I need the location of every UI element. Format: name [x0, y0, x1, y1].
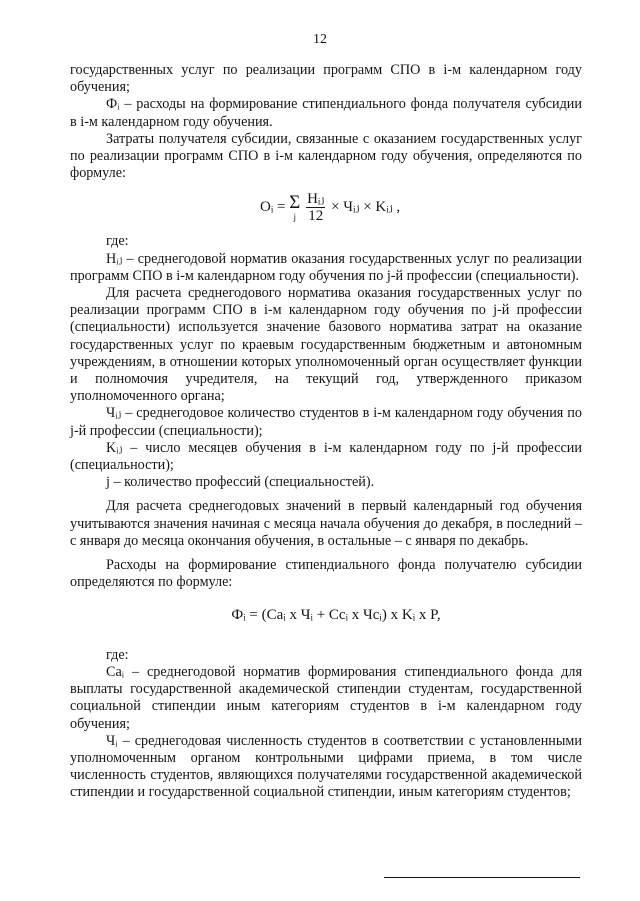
body-text [70, 62, 582, 802]
formula-rest: × Чᵢⱼ × Kᵢⱼ , [331, 199, 401, 216]
paragraph-kij: Kᵢⱼ – число месяцев обучения в i-м календарном году по j-й профессии (специальности); [70, 439, 582, 474]
footer-rule [384, 877, 580, 878]
formula-costs [70, 185, 582, 231]
formula-stipend: Фᵢ = (Caᵢ x Чᵢ + Ccᵢ x Чcᵢ) x Kᵢ x P, [231, 607, 441, 624]
paragraph-costs-intro: Затраты получателя субсидии, связанные с оказанием государственных услуг по реализации программ СПО в i-м календарном году обучения, определяются по формуле: [70, 130, 582, 182]
paragraph-fi-definition: Фᵢ – расходы на формирование стипендиального фонда получателя субсидии в i-м календарном году обучения. [70, 96, 582, 130]
paragraph-hij: Hᵢⱼ – среднегодовой норматив оказания государственных услуг по реализации программ СПО в i-м календарном году обучения по j-й профессии (специальности). [70, 250, 582, 284]
formula-lhs: Oᵢ [260, 199, 274, 216]
sigma-index: j [293, 211, 297, 222]
paragraph-chi: Чᵢ – среднегодовая численность студентов в соответствии с установленными уполномоченным органом контрольными цифрами приема, в том числе численность студентов, являющихся получателями государственной академической стипендии и государственной социальной стипендии, иным категориям студентов; [70, 732, 582, 801]
paragraph-cai: Caᵢ – среднегодовой норматив формирования стипендиального фонда для выплаты государственной академической стипендии студентам, государственной социальной стипендии иным категориям студентов в i-м календарном году обучения; [70, 663, 582, 732]
formula-equals: = [277, 199, 286, 216]
page-number: 12 [313, 32, 327, 47]
paragraph-chij: Чᵢⱼ – среднегодовое количество студентов в i-м календарном году обучения по j-й профессии (специальности); [70, 405, 582, 439]
paragraph-stipend-intro: Расходы на формирование стипендиального фонда получателю субсидии определяются по формуле: [70, 557, 582, 591]
fraction-numerator: Hᵢⱼ [307, 191, 325, 208]
where-label-1: где: [106, 233, 129, 250]
paragraph-continuation: государственных услуг по реализации программ СПО в i-м календарном году обучения; [70, 62, 582, 96]
paragraph-norm-calc: Для расчета среднегодового норматива оказания государственных услуг по реализации программ СПО в i-м календарном году обучения по j-й профессии (специальности) используется значение базового норматива затрат на оказание государственных услуг по краевым государственным бюджетным и автономным учреждениям, в отношении которых уполномоченный орган осуществляет функции и полномочия учредителя, на текущий год, утвержденного приказом уполномоченного органа; [70, 285, 582, 405]
fraction-denominator: 12 [308, 208, 324, 225]
where-label-2: где: [106, 646, 129, 663]
fraction [306, 191, 325, 224]
sum-sign [289, 191, 301, 222]
paragraph-j: j – количество профессий (специальностей). [106, 474, 375, 491]
paragraph-averages: Для расчета среднегодовых значений в первый календарный год обучения учитываются значения начиная с месяца начала обучения до декабря, в последний – с января до месяца окончания обучения, в остальные – с января по декабрь. [70, 498, 582, 549]
sigma-symbol: Σ [289, 191, 301, 213]
